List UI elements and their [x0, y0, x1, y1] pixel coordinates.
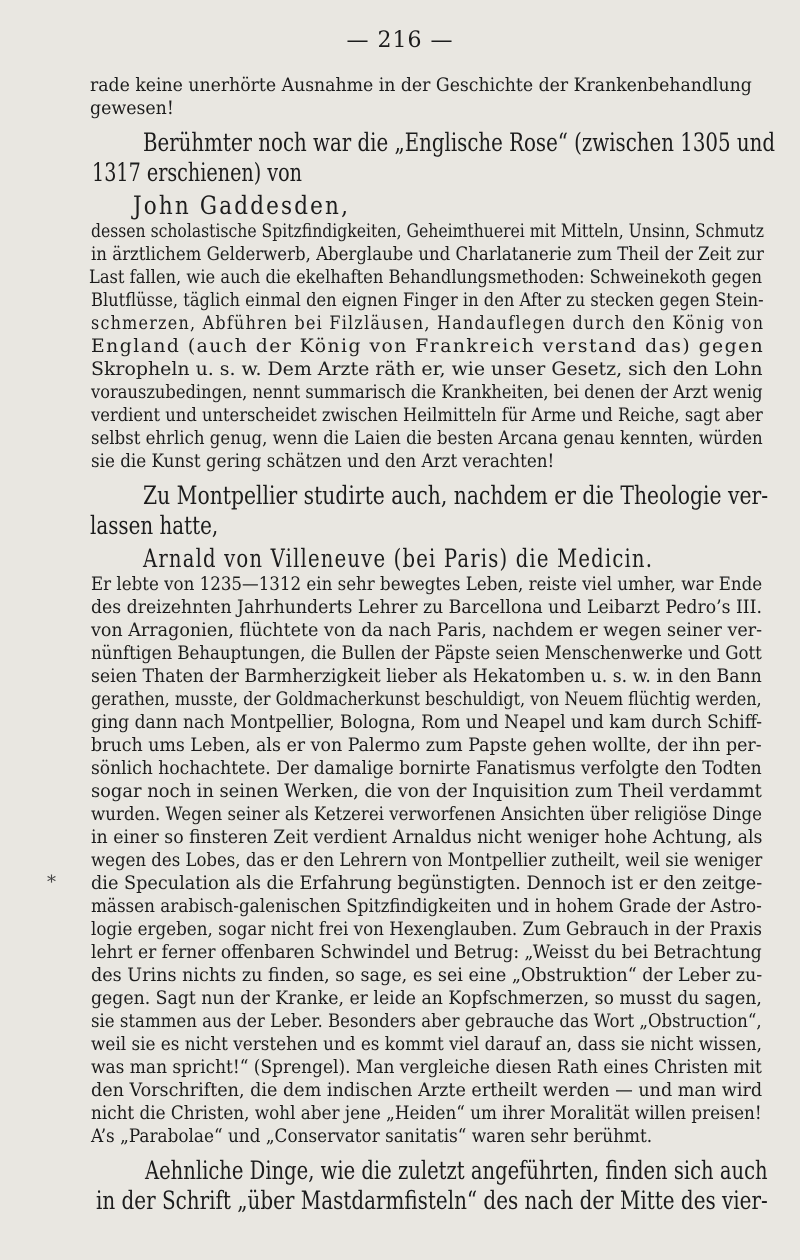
text-line: verdient und unterscheidet zwischen Heilmitteln für Arme und Reiche, sagt aber: [91, 403, 763, 426]
page-number: — 216 —: [346, 28, 454, 53]
text-line: sogar noch in seinen Werken, die von der Inquisition zum Theil verdammt: [91, 779, 762, 802]
text-line: wegen des Lobes, das er den Lehrern von Montpellier zutheilt, weil sie weniger: [91, 848, 763, 871]
text-line: England (auch der König von Frankreich verstand das) gegen: [91, 334, 765, 357]
text-line: seien Thaten der Barmherzigkeit lieber als Hekatomben u. s. w. in den Bann: [91, 664, 762, 687]
text-line: lassen hatte,: [90, 510, 219, 540]
text-line: Berühmter noch war die „Englische Rose“ (zwischen 1305 und: [143, 127, 775, 157]
text-line: nicht die Christen, wohl aber jene „Heiden“ um ihrer Moralität willen preisen!: [91, 1101, 762, 1124]
text-line: des dreizehnten Jahrhunderts Lehrer zu Barcellona und Leibarzt Pedro’s III.: [91, 595, 762, 618]
text-line: Blutflüsse, täglich einmal den eignen Finger in den After zu stecken gegen Stein-: [91, 288, 764, 311]
text-line: weil sie es nicht verstehen und es kommt viel darauf an, dass sie nicht wissen,: [91, 1032, 762, 1055]
text-line: lehrt er ferner offenbaren Schwindel und Betrug: „Weisst du bei Betrachtung: [91, 940, 762, 963]
text-line: in ärztlichem Gelderwerb, Aberglaube und Charlatanerie zum Theil der Zeit zur: [91, 242, 764, 265]
text-line: sönlich hochachtete. Der damalige bornirte Fanatismus verfolgte den Todten: [91, 756, 762, 779]
text-line: schmerzen, Abführen bei Filzläusen, Handauflegen durch den König von: [91, 311, 765, 334]
text-line: in der Schrift „über Mastdarmfisteln“ des nach der Mitte des vier-: [96, 1185, 768, 1215]
marginal-mark: *: [47, 872, 56, 893]
text-line: gegen. Sagt nun der Kranke, er leide an Kopfschmerzen, so musst du sagen,: [91, 986, 762, 1009]
text-line: gewesen!: [90, 96, 174, 119]
text-line: Aehnliche Dinge, wie die zuletzt angeführten, finden sich auch: [145, 1155, 768, 1185]
text-line: in einer so finsteren Zeit verdient Arnaldus nicht weniger hohe Achtung, als: [91, 825, 763, 848]
text-line: vorauszubedingen, nennt summarisch die Krankheiten, bei denen der Arzt wenig: [91, 380, 763, 403]
section-heading-gaddesden: John Gaddesden,: [133, 190, 351, 220]
text-line: A’s „Parabolae“ und „Conservator sanitatis“ waren sehr berühmt.: [91, 1124, 653, 1147]
text-line: Er lebte von 1235—1312 ein sehr bewegtes Leben, reiste viel umher, war Ende: [91, 572, 763, 595]
text-line: gerathen, musste, der Goldmacherkunst beschuldigt, von Neuem flüchtig werden,: [91, 687, 762, 710]
text-line: von Arragonien, flüchtete von da nach Paris, nachdem er wegen seiner ver-: [91, 618, 763, 641]
text-line: sie stammen aus der Leber. Besonders aber gebrauche das Wort „Obstruction“,: [91, 1009, 762, 1032]
text-line: dessen scholastische Spitzfindigkeiten, Geheimthuerei mit Mitteln, Unsinn, Schmutz: [91, 219, 764, 242]
text-line: logie ergeben, sogar nicht frei von Hexenglauben. Zum Gebrauch in der Praxis: [91, 917, 762, 940]
text-line: bruch ums Leben, als er von Palermo zum Papste gehen wollte, der ihn per-: [91, 733, 762, 756]
text-line: den Vorschriften, die dem indischen Arzte ertheilt werden — und man wird: [91, 1078, 763, 1101]
text-line: sie die Kunst gering schätzen und den Arzt verachten!: [91, 449, 555, 472]
text-line: Last fallen, wie auch die ekelhaften Behandlungsmethoden: Schweinekoth gegen: [89, 265, 763, 288]
text-line: rade keine unerhörte Ausnahme in der Geschichte der Krankenbehandlung: [90, 73, 752, 96]
text-line: was man spricht!“ (Sprengel). Man vergleiche diesen Rath eines Christen mit: [91, 1055, 762, 1078]
text-line: die Speculation als die Erfahrung begünstigten. Dennoch ist er den zeitge-: [91, 871, 763, 894]
text-line: Skropheln u. s. w. Dem Arzte räth er, wie unser Gesetz, sich den Lohn: [91, 357, 763, 380]
text-line: selbst ehrlich genug, wenn die Laien die besten Arcana genau kennten, würden: [91, 426, 763, 449]
text-line: nünftigen Behauptungen, die Bullen der Päpste seien Menschenwerke und Gott: [91, 641, 762, 664]
section-heading-arnald: Arnald von Villeneuve (bei Paris) die Medicin.: [143, 543, 654, 573]
text-line: des Urins nichts zu finden, so sage, es sei eine „Obstruktion“ der Leber zu-: [91, 963, 763, 986]
text-line: mässen arabisch-galenischen Spitzfindigkeiten und in hohem Grade der Astro-: [91, 894, 762, 917]
text-line: Zu Montpellier studirte auch, nachdem er die Theologie ver-: [143, 480, 769, 510]
text-line: wurden. Wegen seiner als Ketzerei verworfenen Ansichten über religiöse Dinge: [91, 802, 762, 825]
text-line: ging dann nach Montpellier, Bologna, Rom und Neapel und kam durch Schiff-: [91, 710, 762, 733]
text-line: 1317 erschienen) von: [92, 157, 303, 187]
